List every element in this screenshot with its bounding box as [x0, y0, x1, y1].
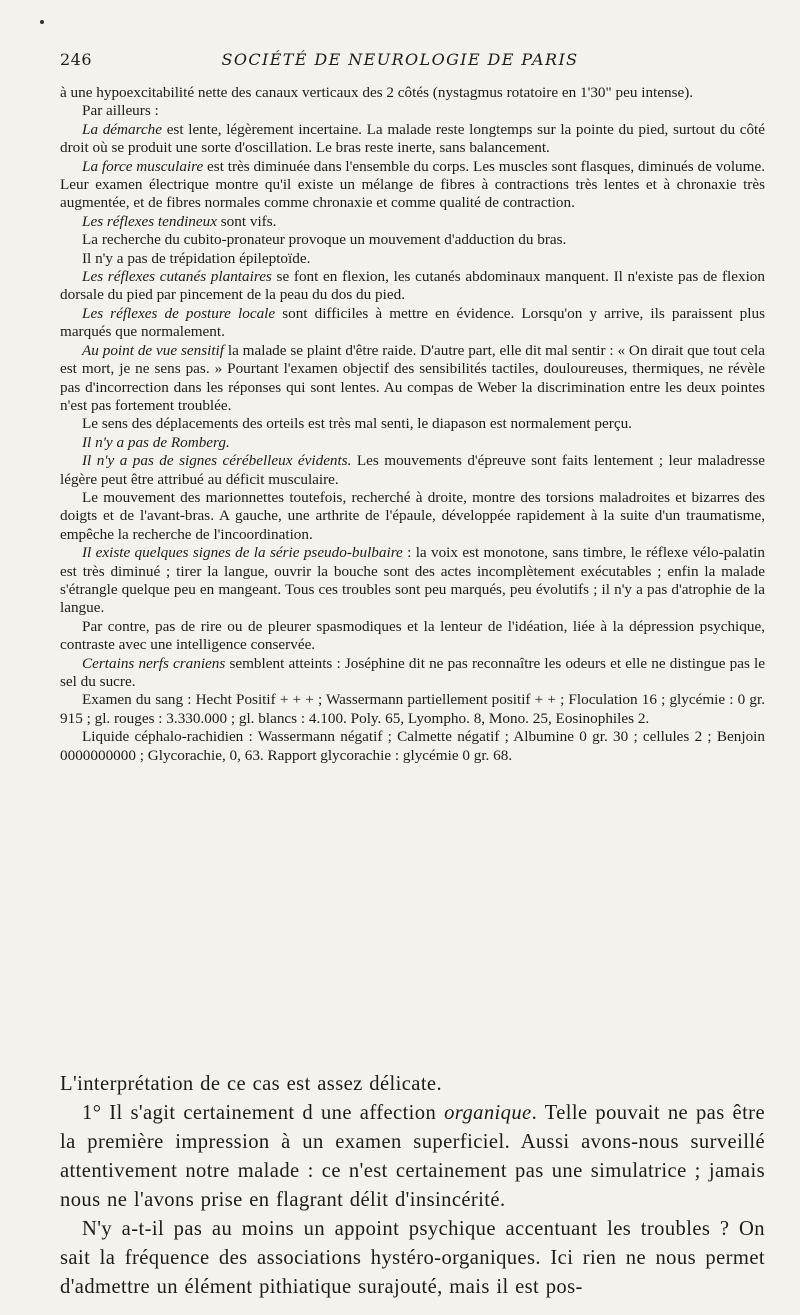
paragraph-text: : la voix est monotone, sans timbre, le réflexe vélo-palatin est très diminué ; tirer la langue, ouvrir la bouche sont des actes incomplètement exécutables ; enfin la malade s'étrangle quelque peu en mangeant. Tous ces troubles sont peu marqués, peu évolutifs ; il n'y a pas d'atrophie de la langue. — [60, 544, 765, 617]
case-discussion — [60, 1070, 765, 1302]
italic-lead: La démarche — [82, 120, 163, 138]
paragraph — [60, 213, 765, 231]
italic-lead: Il existe quelques signes de la série pseudo-bulbaire — [82, 544, 403, 562]
ink-speck — [40, 20, 44, 24]
paragraph-text: est très diminuée dans l'ensemble du corps. Les muscles sont flasques, diminués de volume. Leur examen électrique montre qu'il existe un mélange de fibres à contractions très lentes et à chronaxie très augmentée, et de fibres normales comme chronaxie et comme qualité de contraction. — [60, 157, 765, 212]
paragraph-text: se font en flexion, les cutanés abdominaux manquent. Il n'existe pas de flexion dorsale du pied par pincement de la peau du dos du pied. — [60, 268, 765, 304]
paragraph: Il n'y a pas de trépidation épileptoïde. — [82, 249, 311, 267]
paragraph — [60, 268, 765, 305]
paragraph-text: . Telle pouvait ne pas être la première impression à un examen superficiel. Aussi avons-nous surveillé attentivement notre malade : ce n'est certainement pas une simulatrice ; jamais nous ne l'avons prise en flagrant délit d'insincérité. — [60, 1102, 765, 1211]
paragraph: Le sens des déplacements des orteils est très mal senti, le diapason est normalement perçu. — [82, 415, 632, 433]
case-observation — [60, 84, 765, 765]
paragraph: Par contre, pas de rire ou de pleurer spasmodiques et la lenteur de l'idéation, liée à la dépression psychique, contraste avec une intelligence conservée. — [60, 617, 765, 654]
italic-lead: Les réflexes de posture locale — [82, 304, 276, 322]
paragraph — [60, 544, 765, 618]
paragraph: Liquide céphalo-rachidien : Wassermann négatif ; Calmette négatif ; Albumine 0 gr. 30 ; cellules 2 ; Benjoin 0000000000 ; Glycorachie, 0, 63. Rapport glycorachie : glycémie 0 gr. 68. — [60, 728, 765, 764]
paragraph: Par ailleurs : — [82, 102, 159, 120]
italic-lead: Les réflexes tendineux — [82, 212, 217, 230]
paragraph — [60, 121, 765, 158]
paragraph — [60, 452, 765, 489]
paragraph: La recherche du cubito-pronateur provoque un mouvement d'adduction du bras. — [82, 231, 567, 249]
italic-lead: Certains nerfs craniens — [82, 654, 226, 672]
paragraph-text: 1° Il s'agit certainement d une affection — [82, 1102, 445, 1124]
paragraph-text: semblent atteints : Joséphine dit ne pas reconnaître les odeurs et elle ne distingue pas le sel du sucre. — [60, 654, 765, 690]
paragraph: Examen du sang : Hecht Positif + + + ; Wassermann partiellement positif + + ; Floculation 16 ; glycémie : 0 gr. 915 ; gl. rouges : 3.330.000 ; gl. blancs : 4.100. Poly. 65, Lyompho. 8, Mono. 25, Eosinophiles 2. — [60, 691, 765, 727]
paragraph: à une hypoexcitabilité nette des canaux verticaux des 2 côtés (nystagmus rotatoire en 1'30" peu intense). — [60, 84, 694, 101]
paragraph-text: sont difficiles à mettre en évidence. Lorsqu'on y arrive, ils paraissent plus marqués que normalement. — [60, 304, 765, 341]
paragraph-text: la malade se plaint d'être raide. D'autre part, elle dit mal sentir : « On dirait que tout cela est mort, je ne sens pas. » Pourtant l'examen objectif des sensibilités tactiles, douloureuses, thermiques, ne révèle pas d'incorrection dans les réponses qui sont lentes. Au compas de Weber la discrimination entre les deux pointes n'est pas fortement troublée. — [60, 341, 765, 414]
italic-lead: La force musculaire — [82, 157, 204, 175]
paragraph — [60, 158, 765, 213]
italic-lead: Il n'y a pas de signes cérébelleux évidents. — [82, 452, 352, 470]
italic-line: Il n'y a pas de Romberg. — [82, 433, 230, 451]
paragraph — [60, 342, 765, 416]
paragraph-text: sont vifs. — [216, 212, 277, 230]
paragraph — [60, 1099, 765, 1215]
paragraph: N'y a-t-il pas au moins un appoint psychique accentuant les troubles ? On sait la fréquence des associations hystéro-organiques. Ici rien ne nous permet d'admettre un élément pithiatique surajouté, mais il est pos- — [60, 1218, 765, 1298]
paragraph — [60, 655, 765, 692]
italic-word: organique — [444, 1102, 532, 1124]
page-number: 246 — [60, 50, 93, 69]
paragraph — [60, 305, 765, 342]
paragraph: L'interprétation de ce cas est assez délicate. — [60, 1073, 443, 1095]
italic-lead: Les réflexes cutanés plantaires — [82, 268, 272, 286]
running-title: SOCIÉTÉ DE NEUROLOGIE DE PARIS — [221, 50, 579, 69]
paragraph: Le mouvement des marionnettes toutefois, recherché à droite, montre des torsions maladroites et bizarres des doigts et de l'avant-bras. A gauche, une arthrite de l'épaule, développée rapidement à la suite d'un traumatisme, empêche la recherche de l'incoordination. — [60, 488, 765, 543]
paragraph — [60, 434, 765, 452]
italic-lead: Au point de vue sensitif — [82, 341, 224, 359]
paragraph-text: Les mouvements d'épreuve sont faits lentement ; leur maladresse légère peut être attribué au déficit musculaire. — [60, 452, 765, 488]
paragraph-text: est lente, légèrement incertaine. La malade reste longtemps sur la pointe du pied, surtout du côté droit où se produit une sorte d'oscillation. Le bras reste inerte, sans balancement. — [60, 120, 766, 157]
